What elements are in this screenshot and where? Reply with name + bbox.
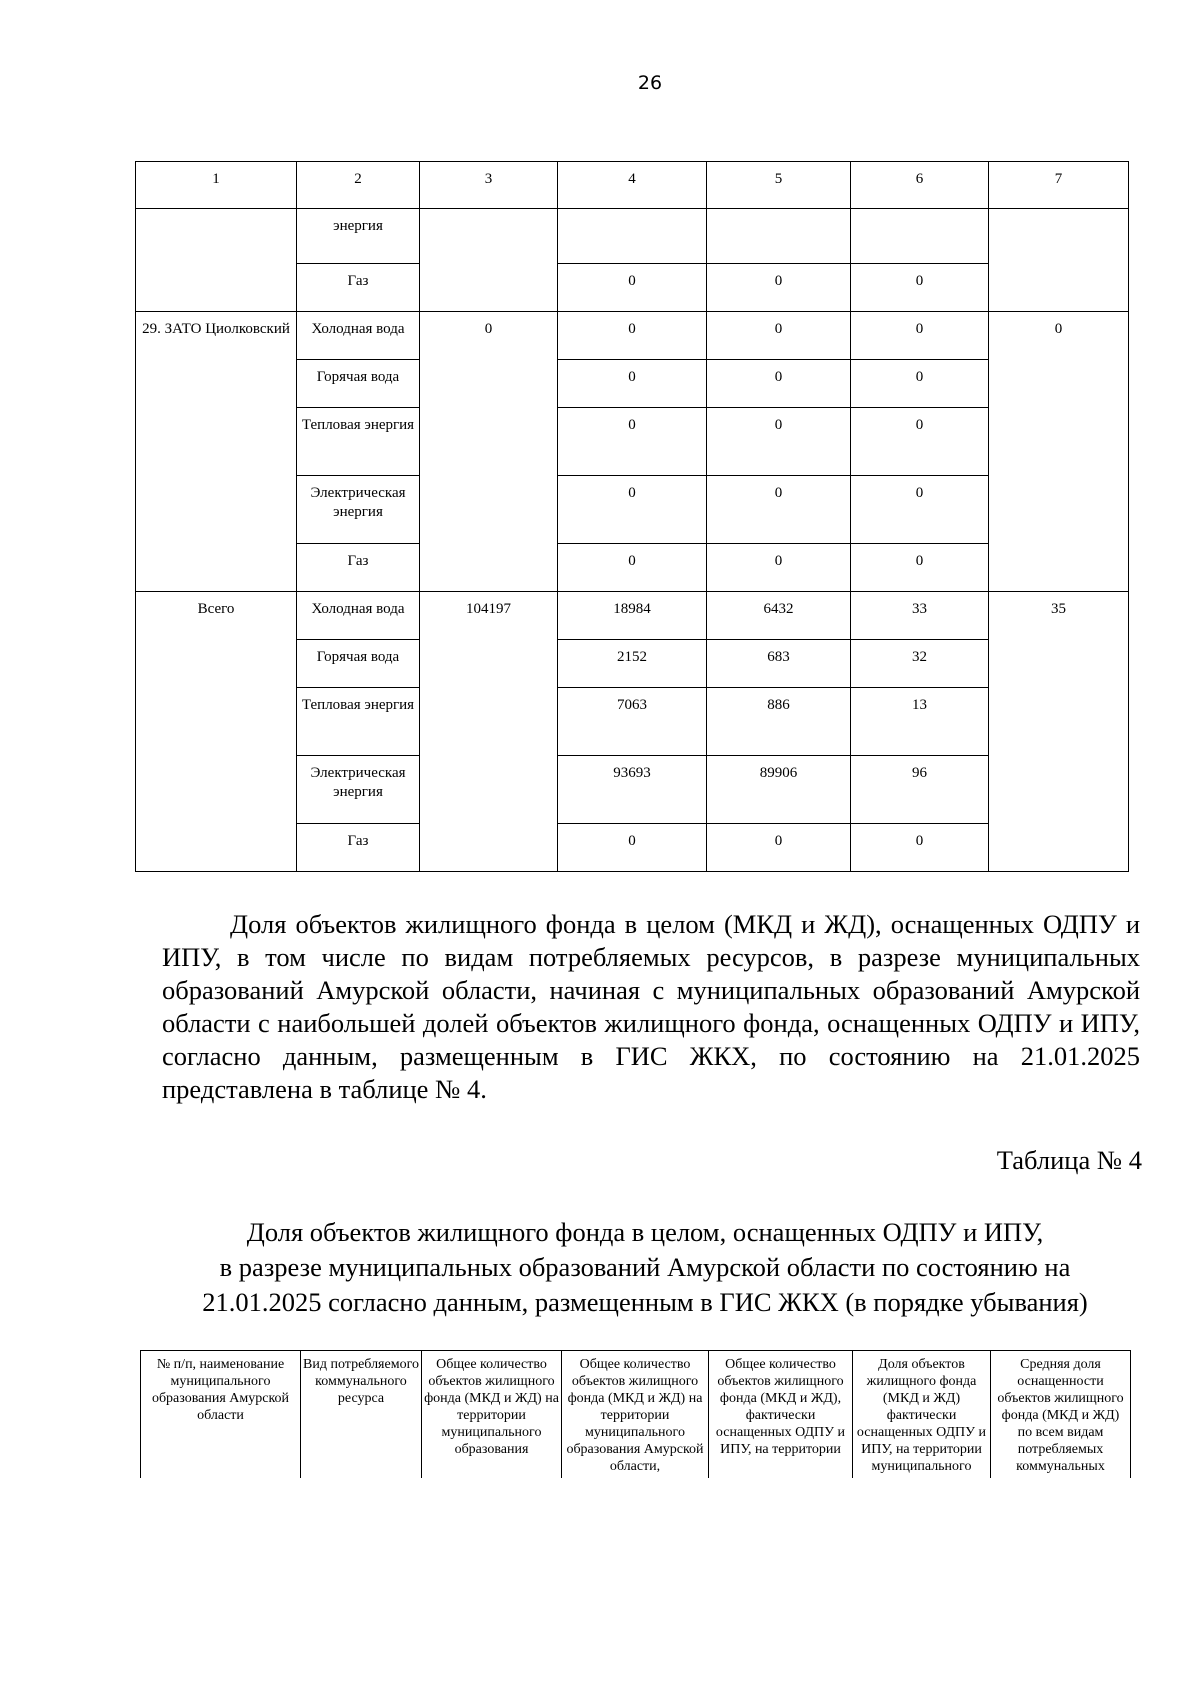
value-cell: 0: [707, 824, 851, 872]
value-cell: 13: [851, 688, 989, 756]
resource-cell: Электрическая энергия: [297, 756, 420, 824]
municipality-cell: Всего: [136, 592, 297, 872]
municipality-cell: 29. ЗАТО Циолковский: [136, 312, 297, 592]
value-cell: [558, 209, 707, 264]
paragraph-text: Доля объектов жилищного фонда в целом (МКД и ЖД), оснащенных ОДПУ и ИПУ, в том числе по видам потребляемых ресурсов, в разрезе муниципальных образований Амурской области, начиная с муниципальных образований Амурской области с наибольшей долей объектов жилищного фонда, оснащенных ОДПУ и ИПУ, согласно данным, размещенным в ГИС ЖКХ, по состоянию на 21.01.2025 представлена в таблице № 4.: [162, 909, 1140, 1104]
value-cell: 2152: [558, 640, 707, 688]
page-number: 26: [637, 72, 663, 94]
header-cell: № п/п, наименование муниципального образования Амурской области: [141, 1351, 301, 1479]
resource-cell: Горячая вода: [297, 640, 420, 688]
value-cell: 0: [558, 824, 707, 872]
value-cell: 0: [851, 544, 989, 592]
resource-cell: энергия: [297, 209, 420, 264]
value-cell: 0: [707, 544, 851, 592]
value-cell: 0: [558, 408, 707, 476]
column-number: 5: [707, 162, 851, 209]
resource-cell: Газ: [297, 824, 420, 872]
column-number: 1: [136, 162, 297, 209]
value-cell: 0: [707, 408, 851, 476]
resource-cell: Газ: [297, 264, 420, 312]
header-cell: Общее количество объектов жилищного фонда (МКД и ЖД) на территории муниципального образования: [422, 1351, 562, 1479]
value-cell: 683: [707, 640, 851, 688]
resource-cell: Тепловая энергия: [297, 688, 420, 756]
value-cell: 0: [707, 476, 851, 544]
header-cell: Вид потребляемого коммунального ресурса: [301, 1351, 422, 1479]
resource-cell: Газ: [297, 544, 420, 592]
average-share-cell: 35: [989, 592, 1129, 872]
value-cell: 0: [851, 408, 989, 476]
column-number: 3: [420, 162, 558, 209]
value-cell: 0: [558, 360, 707, 408]
value-cell: 0: [851, 360, 989, 408]
resource-cell: Холодная вода: [297, 592, 420, 640]
average-share-cell: 0: [989, 312, 1129, 592]
value-cell: 0: [558, 476, 707, 544]
value-cell: 7063: [558, 688, 707, 756]
value-cell: 0: [707, 360, 851, 408]
table-row: [136, 312, 1129, 360]
value-cell: 93693: [558, 756, 707, 824]
value-cell: 18984: [558, 592, 707, 640]
value-cell: 0: [851, 264, 989, 312]
title-line: в разрезе муниципальных образований Амурской области по состоянию на: [219, 1252, 1071, 1282]
value-cell: 0: [707, 312, 851, 360]
column-number: 6: [851, 162, 989, 209]
column-number: 2: [297, 162, 420, 209]
column-number-row: [136, 162, 1129, 209]
value-cell: 0: [558, 264, 707, 312]
value-cell: 0: [851, 476, 989, 544]
table-4: [140, 1350, 1131, 1478]
empty-cell: [136, 209, 297, 312]
empty-cell: [420, 209, 558, 312]
value-cell: 6432: [707, 592, 851, 640]
table-title: [150, 1215, 1140, 1320]
resource-cell: Горячая вода: [297, 360, 420, 408]
column-number: 7: [989, 162, 1129, 209]
column-number: 4: [558, 162, 707, 209]
empty-cell: [989, 209, 1129, 312]
value-cell: 89906: [707, 756, 851, 824]
header-cell: Общее количество объектов жилищного фонда (МКД и ЖД), фактически оснащенных ОДПУ и ИПУ, на территории: [709, 1351, 853, 1479]
value-cell: [851, 209, 989, 264]
table-row: [136, 209, 1129, 264]
intro-paragraph: [162, 908, 1140, 1106]
value-cell: 33: [851, 592, 989, 640]
header-cell: Общее количество объектов жилищного фонда (МКД и ЖД) на территории муниципального образования Амурской области,: [562, 1351, 709, 1479]
table-label: Таблица № 4: [996, 1145, 1142, 1175]
title-line: 21.01.2025 согласно данным, размещенным в ГИС ЖКХ (в порядке убывания): [202, 1287, 1088, 1317]
value-cell: 0: [851, 824, 989, 872]
header-cell: Доля объектов жилищного фонда (МКД и ЖД) фактически оснащенных ОДПУ и ИПУ, на территории муниципального: [853, 1351, 991, 1479]
resource-cell: Электрическая энергия: [297, 476, 420, 544]
total-objects-cell: 104197: [420, 592, 558, 872]
title-line: Доля объектов жилищного фонда в целом, оснащенных ОДПУ и ИПУ,: [246, 1217, 1044, 1247]
value-cell: 0: [558, 544, 707, 592]
total-objects-cell: 0: [420, 312, 558, 592]
value-cell: 0: [851, 312, 989, 360]
value-cell: 0: [707, 264, 851, 312]
value-cell: [707, 209, 851, 264]
value-cell: 32: [851, 640, 989, 688]
table-row: [136, 592, 1129, 640]
value-cell: 96: [851, 756, 989, 824]
resource-cell: Холодная вода: [297, 312, 420, 360]
table-header-row: [141, 1351, 1131, 1479]
resource-cell: Тепловая энергия: [297, 408, 420, 476]
value-cell: 886: [707, 688, 851, 756]
table-3-continuation: [135, 161, 1129, 872]
header-cell: Средняя доля оснащенности объектов жилищного фонда (МКД и ЖД) по всем видам потребляемых коммунальных: [991, 1351, 1131, 1479]
value-cell: 0: [558, 312, 707, 360]
